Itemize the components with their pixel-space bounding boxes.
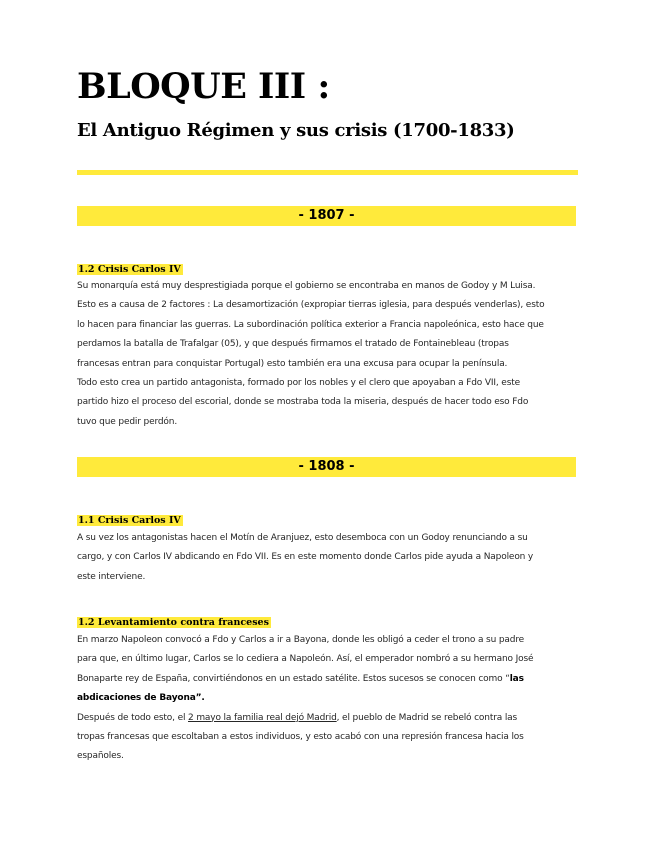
text-line: tropas francesas que escoltaban a estos individuos, y esto acabó con una represión francesa hacia los [77, 732, 524, 743]
text-segment: , el pueblo de Madrid se rebeló contra las [336, 712, 518, 723]
paragraph-crisis-carlos-iv-1807 [77, 277, 582, 432]
text-line: Todo esto crea un partido antagonista, formado por los nobles y el clero que apoyaban a Fdo VII, este [77, 378, 521, 389]
text-line: cargo, y con Carlos IV abdicando en Fdo VII. Es en este momento donde Carlos pide ayuda a Napoleon y [77, 552, 534, 563]
bold-term: las [509, 673, 524, 684]
section-heading-crisis-carlos-iv-1807 [77, 263, 183, 276]
text-line [77, 709, 582, 728]
text-line: perdamos la batalla de Trafalgar (05), y que después firmamos el tratado de Fontainebleau (tropas [77, 339, 509, 350]
text-line: En marzo Napoleon convocó a Fdo y Carlos a ir a Bayona, donde les obligó a ceder el trono a su padre [77, 635, 525, 645]
text-segment: Bonaparte rey de España, convirtiéndonos en un estado satélite. Estos sucesos se conocen como “ [77, 673, 510, 684]
section-heading-text: 1.2 Levantamiento contra franceses [78, 617, 269, 628]
text-line: españoles. [77, 751, 124, 762]
bold-term: abdicaciones de Bayona”. [77, 693, 205, 704]
year-band-1808: - 1808 - [77, 457, 576, 477]
text-line [77, 689, 582, 708]
text-segment: Después de todo esto, el [77, 712, 189, 723]
section-heading-text: 1.2 Crisis Carlos IV [78, 264, 181, 275]
year-band-1807: - 1807 - [77, 206, 576, 226]
text-line: lo hacen para financiar las guerras. La subordinación política exterior a Francia napoleónica, esto hace que [77, 319, 544, 330]
text-line: A su vez los antagonistas hacen el Motín de Aranjuez, esto desemboca con un Godoy renunciando a su [77, 533, 528, 543]
page-title: BLOQUE III : [77, 66, 330, 107]
section-heading-text: 1.1 Crisis Carlos IV [78, 515, 181, 526]
text-line: francesas entran para conquistar Portugal) esto también era una excusa para ocupar la península. [77, 358, 508, 369]
text-line: Esto es a causa de 2 factores : La desamortización (expropiar tierras iglesia, para después venderlas), esto [77, 300, 545, 311]
text-line: este interviene. [77, 571, 146, 582]
text-line [77, 670, 582, 689]
text-line: partido hizo el proceso del escorial, donde se mostraba toda la miseria, después de hacer todo eso Fdo [77, 397, 529, 408]
paragraph-motin-aranjuez [77, 529, 582, 587]
text-line: tuvo que pedir perdón. [77, 416, 178, 427]
title-divider [77, 170, 578, 175]
paragraph-levantamiento [77, 631, 582, 767]
underlined-phrase: 2 mayo la familia real dejó Madrid [188, 712, 337, 723]
section-heading-levantamiento [77, 616, 271, 629]
section-heading-crisis-carlos-iv-1808 [77, 514, 183, 527]
page-subtitle: El Antiguo Régimen y sus crisis (1700-1833) [77, 120, 515, 141]
text-line: Su monarquía está muy desprestigiada porque el gobierno se encontraba en manos de Godoy y M Luisa. [77, 281, 536, 291]
text-line: para que, en último lugar, Carlos se lo cediera a Napoleón. Así, el emperador nombró a su hermano José [77, 654, 534, 665]
